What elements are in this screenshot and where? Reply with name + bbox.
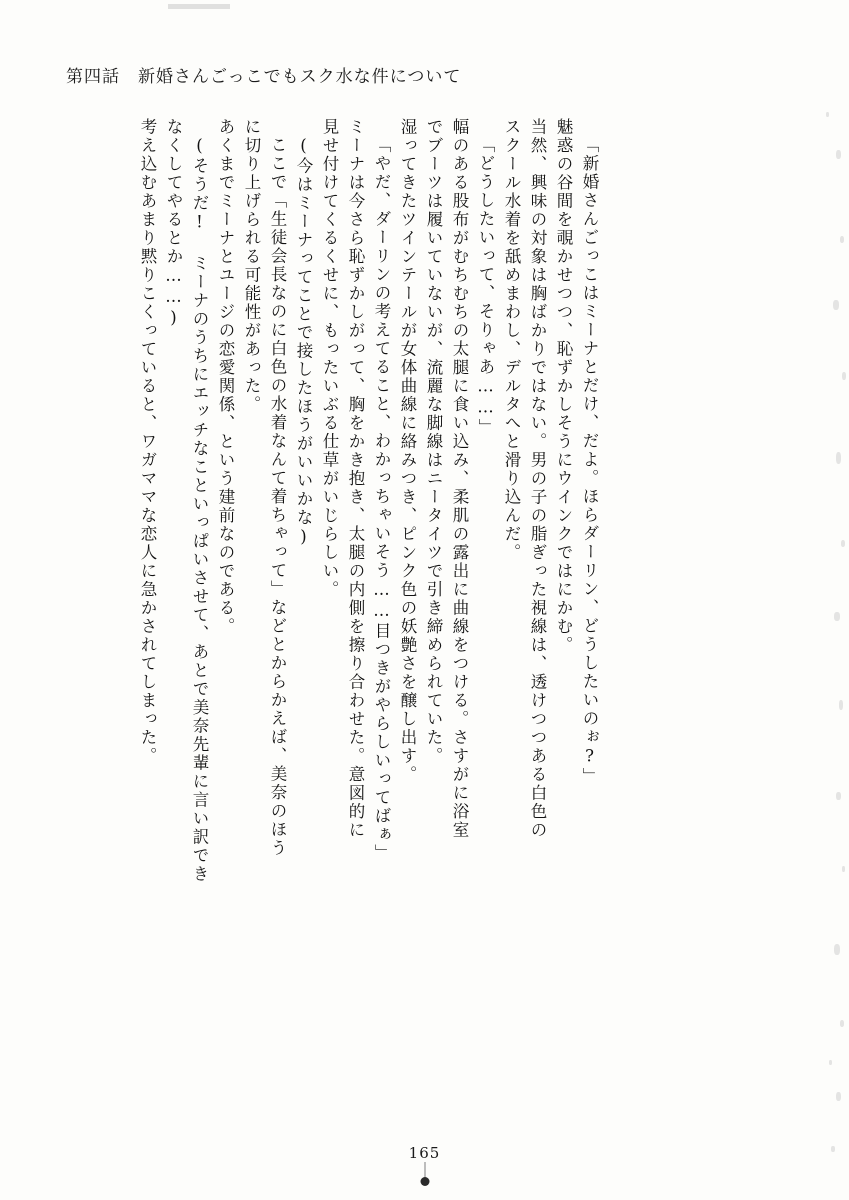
scan-speck	[840, 1020, 844, 1027]
text-line: あくまでミーナとユージの恋愛関係、という建前なのである。	[216, 118, 235, 636]
scan-speck	[836, 452, 841, 464]
scan-speck	[829, 1060, 832, 1065]
text-line: なくしてやるとか……)	[164, 118, 183, 329]
text-line: 考え込むあまり黙りこくっていると、ワガママな恋人に急かされてしまった。	[138, 118, 157, 766]
text-line: ミーナは今さら恥ずかしがって、胸をかき抱き、太腿の内側を擦り合わせた。意図的に	[346, 118, 365, 840]
scan-speck	[840, 236, 844, 243]
page-number: 165	[408, 1144, 441, 1162]
text-line: ここで「生徒会長なのに白色の水着なんて着ちゃって」などとからかえば、美奈のほう	[268, 136, 287, 858]
chapter-title: 新婚さんごっこでもスク水な件について	[138, 67, 462, 87]
scan-speck	[834, 944, 840, 955]
scan-speck	[833, 300, 839, 310]
chapter-number: 第四話	[66, 67, 120, 87]
footer-ornament-stem	[424, 1162, 426, 1178]
scan-speck	[826, 112, 829, 117]
text-line: 「どうしたいって、そりゃあ……」	[476, 136, 495, 437]
scan-speck	[836, 150, 841, 159]
scan-speck	[842, 372, 846, 380]
text-line: スクール水着を舐めまわし、デルタへと滑り込んだ。	[502, 118, 521, 562]
text-line: でブーツは履いていないが、流麗な脚線はニータイツで引き締められていた。	[424, 118, 443, 766]
body-text-block	[129, 118, 789, 1078]
scan-speck	[841, 540, 845, 547]
scan-smudge	[168, 4, 230, 9]
text-line: (今はミーナってことで接したほうがいいかな)	[294, 136, 313, 548]
text-line: 魅惑の谷間を覗かせつつ、恥ずかしそうにウインクではにかむ。	[554, 118, 573, 655]
text-line: に切り上げられる可能性があった。	[242, 118, 261, 414]
scan-speck	[839, 700, 843, 710]
scan-speck	[842, 866, 845, 872]
scan-speck	[831, 1146, 835, 1152]
chapter-heading	[66, 62, 461, 87]
text-line: 幅のある股布がむちむちの太腿に食い込み、柔肌の露出に曲線をつける。さすがに浴室	[450, 118, 469, 840]
text-line: 「新婚さんごっこはミーナとだけ、だよ。ほらダーリン、どうしたいのぉ?」	[580, 136, 599, 786]
text-line: 「やだ、ダーリンの考えてること、わかっちゃいそう……目つきがやらしいってばぁ」	[372, 136, 391, 863]
footer-ornament-dot	[420, 1177, 429, 1186]
scan-speck	[836, 1092, 841, 1101]
scan-speck	[834, 612, 840, 621]
text-line: (そうだ! ミーナのうちにエッチなこといっぱいさせて、あとで美奈先輩に言い訳でき	[190, 136, 209, 884]
text-line: 湿ってきたツインテールが女体曲線に絡みつき、ピンク色の妖艶さを醸し出す。	[398, 118, 417, 784]
text-line: 当然、興味の対象は胸ばかりではない。男の子の脂ぎった視線は、透けつつある白色の	[528, 118, 547, 840]
text-line: 見せ付けてくるくせに、もったいぶる仕草がいじらしい。	[320, 118, 339, 599]
scan-speck	[836, 792, 841, 800]
